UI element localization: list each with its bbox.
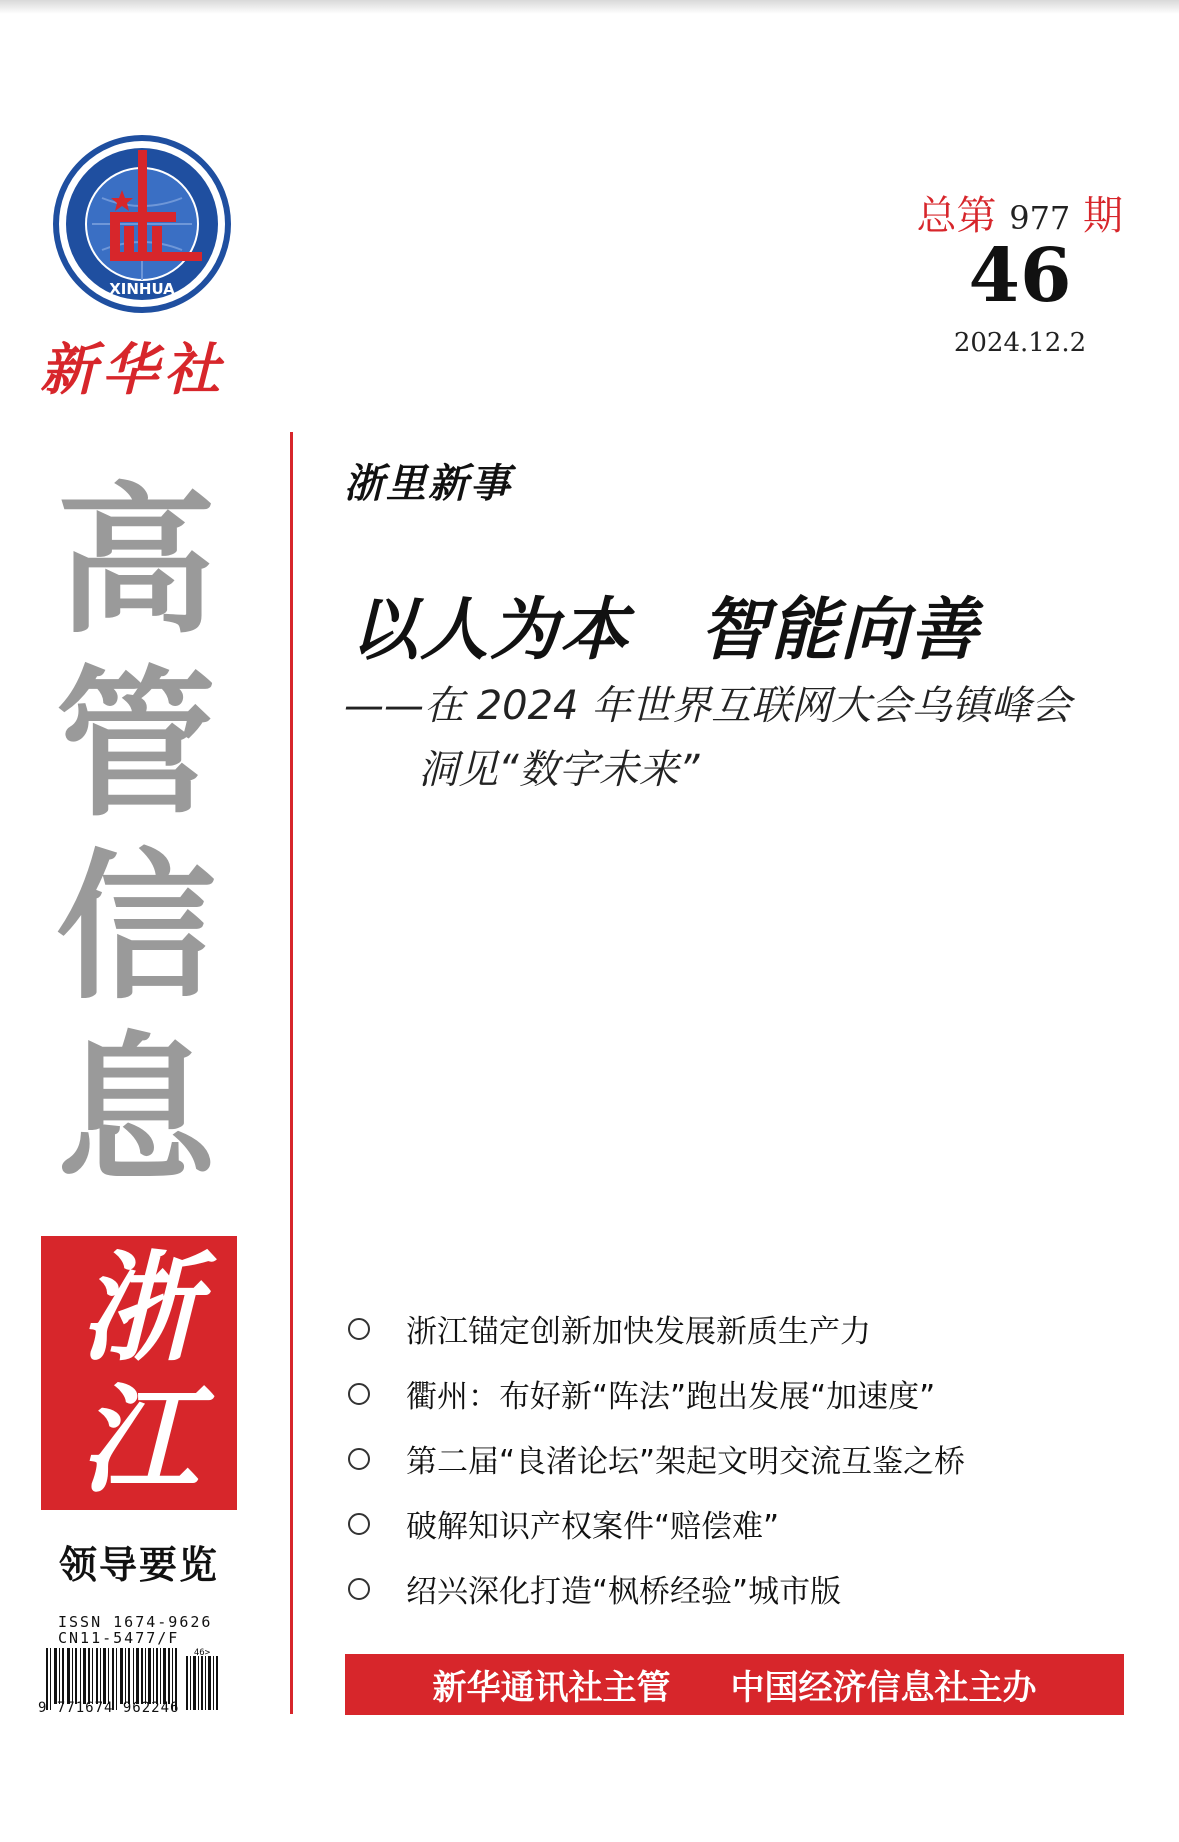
circle-bullet-icon — [348, 1513, 370, 1535]
deck-line-1: ——在 2024 年世界互联网大会乌镇峰会 — [344, 683, 1072, 729]
title-char: 信 — [55, 834, 216, 1021]
table-of-contents — [348, 1296, 1108, 1621]
toc-item-text: 衢州：布好新“阵法”跑出发展“加速度” — [406, 1379, 936, 1415]
issue-date: 2024.12.2 — [953, 328, 1087, 358]
headline: 以人为本 智能向善 — [350, 591, 981, 670]
publication-title — [46, 470, 226, 1202]
issue-total-suffix: 期 — [1083, 193, 1123, 239]
issue-number: 46 — [968, 233, 1072, 319]
toc-item-text: 第二届“良渚论坛”架起文明交流互鉴之桥 — [406, 1444, 966, 1480]
cn-number: CN11-5477/F — [58, 1629, 180, 1647]
issn-number: ISSN 1674-9626 — [58, 1613, 213, 1631]
toc-item — [348, 1426, 1108, 1491]
publisher-banner — [345, 1654, 1124, 1715]
banner-right: 中国经济信息社主办 — [730, 1668, 1037, 1708]
toc-item-text: 浙江锚定创新加快发展新质生产力 — [406, 1314, 871, 1350]
agency-name: 新华社 — [40, 337, 226, 403]
toc-item — [348, 1361, 1108, 1426]
title-char: 息 — [55, 1017, 216, 1204]
toc-item — [348, 1491, 1108, 1556]
banner-left: 新华通讯社主管 — [432, 1668, 671, 1708]
deck-line-2: 洞见“数字未来” — [418, 747, 700, 793]
barcode-addon: 46> — [193, 1648, 211, 1658]
barcode-number: 9 771674 962246 — [38, 1700, 180, 1716]
vertical-divider — [290, 432, 293, 1714]
title-char: 高 — [55, 468, 216, 655]
top-edge-shadow — [0, 0, 1179, 14]
circle-bullet-icon — [348, 1318, 370, 1340]
toc-item — [348, 1296, 1108, 1361]
publication-subtitle: 领导要览 — [58, 1542, 219, 1587]
toc-item-text: 绍兴深化打造“枫桥经验”城市版 — [406, 1574, 842, 1610]
region-char: 浙 — [79, 1238, 198, 1377]
issue-total-number: 977 — [1009, 199, 1071, 237]
issn-block — [58, 1614, 212, 1646]
toc-item — [348, 1556, 1108, 1621]
circle-bullet-icon — [348, 1383, 370, 1405]
xinhua-logo — [52, 134, 232, 314]
logo-text: XINHUA — [109, 280, 175, 298]
title-char: 管 — [55, 651, 216, 838]
region-char: 江 — [79, 1370, 198, 1509]
issue-total-prefix: 总第 — [916, 193, 997, 239]
column-title: 浙里新事 — [344, 461, 512, 507]
circle-bullet-icon — [348, 1448, 370, 1470]
circle-bullet-icon — [348, 1578, 370, 1600]
region-badge — [41, 1236, 237, 1510]
toc-item-text: 破解知识产权案件“赔偿难” — [406, 1509, 780, 1545]
